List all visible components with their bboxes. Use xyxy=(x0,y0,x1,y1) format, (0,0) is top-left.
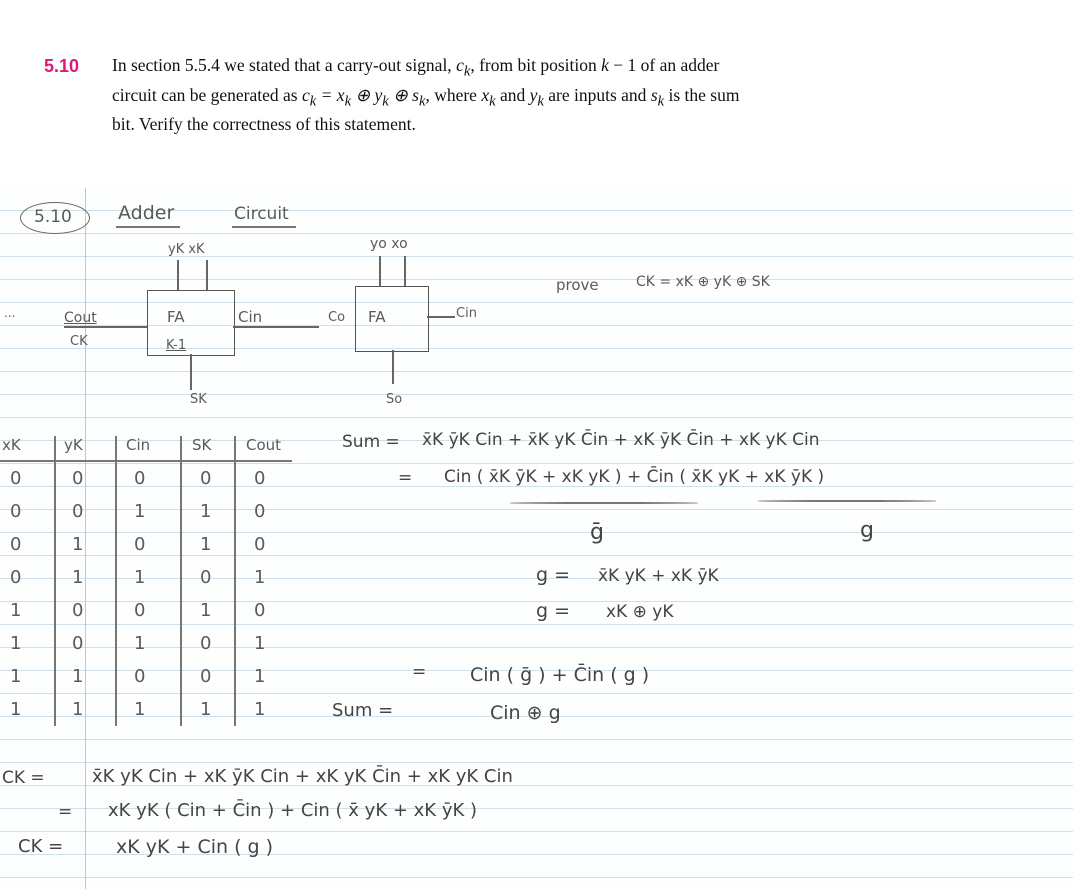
g-def-2-rhs: xK ⊕ yK xyxy=(606,602,674,622)
fa1-wire-y xyxy=(177,260,179,290)
fa1-label: FA xyxy=(167,308,185,326)
truth-table-cell: 0 xyxy=(200,666,212,687)
truth-table-header: Cin xyxy=(126,436,151,454)
truth-table-cell: 0 xyxy=(134,534,146,555)
truth-table-cell: 1 xyxy=(10,699,22,720)
full-adder-0 xyxy=(355,286,429,352)
fa1-sum-wire xyxy=(190,354,192,390)
truth-table-cell: 1 xyxy=(10,600,22,621)
truth-table-cell: 1 xyxy=(254,567,266,588)
ck-label: CK = xyxy=(2,768,45,788)
sum-label: Sum = xyxy=(342,432,400,452)
fa0-cin-wire xyxy=(427,316,455,318)
truth-table-cell: 1 xyxy=(72,666,84,687)
truth-table-cell: 0 xyxy=(254,534,266,555)
truth-table-cell: 0 xyxy=(72,600,84,621)
heading-adder: Adder xyxy=(118,202,175,224)
truth-table-cell: 1 xyxy=(200,699,212,720)
fa1-inputs: yK xK xyxy=(168,242,205,257)
truth-table-cell: 0 xyxy=(72,468,84,489)
truth-table-cell: 1 xyxy=(72,567,84,588)
truth-table-col-rule-3 xyxy=(180,436,182,726)
fa0-so: So xyxy=(386,392,403,407)
ck-line-1: x̄K yK Cin + xK ȳK Cin + xK yK C̄in + xK yK Cin xyxy=(92,766,513,787)
truth-table-col-rule-2 xyxy=(115,436,117,726)
notebook-paper xyxy=(0,188,1073,889)
prove-label: prove xyxy=(556,276,599,294)
truth-table-cell: 0 xyxy=(254,468,266,489)
truth-table-cell: 1 xyxy=(72,534,84,555)
truth-table-cell: 0 xyxy=(134,600,146,621)
prove-expression: CK = xK ⊕ yK ⊕ SK xyxy=(636,274,770,290)
left-dots: ... xyxy=(4,306,16,320)
truth-table-cell: 0 xyxy=(10,501,22,522)
truth-table-cell: 0 xyxy=(10,534,22,555)
fa1-wire-x xyxy=(206,260,208,290)
truth-table-cell: 0 xyxy=(10,468,22,489)
truth-table-cell: 0 xyxy=(200,468,212,489)
problem-line-2: circuit can be generated as $c_k = x_k$ ⊕ $y_k$ ⊕ $s_k$, where $x_k$ and $y_k$ are inputs and $s_k$ is the sum xyxy=(112,84,740,109)
truth-table-cell: 1 xyxy=(134,501,146,522)
truth-table-cell: 0 xyxy=(254,600,266,621)
truth-table-cell: 1 xyxy=(254,699,266,720)
fa0-label: FA xyxy=(368,308,386,326)
fa1-cin: Cin xyxy=(238,308,263,326)
g-def-2-lhs: g = xyxy=(536,600,571,622)
g-brace xyxy=(758,500,936,502)
truth-table-cell: 0 xyxy=(10,567,22,588)
sum-line-2: Cin ( x̄K ȳK + xK yK ) + C̄in ( x̄K yK + xK ȳK ) xyxy=(444,467,825,487)
truth-table-header: xK xyxy=(2,436,21,454)
ck-eq-2: = xyxy=(58,802,73,822)
fa0-co: Co xyxy=(328,310,346,325)
sum-eq-3: = xyxy=(412,662,427,682)
fa0-wire-x xyxy=(404,256,406,286)
truth-table-cell: 1 xyxy=(134,633,146,654)
heading-circuit: Circuit xyxy=(234,204,289,224)
truth-table-cell: 1 xyxy=(200,534,212,555)
fa0-sum-wire xyxy=(392,350,394,384)
fa1-sk: SK xyxy=(190,392,207,407)
truth-table-cell: 0 xyxy=(200,633,212,654)
heading-underline xyxy=(116,226,180,228)
truth-table-cell: 1 xyxy=(200,501,212,522)
truth-table-cell: 0 xyxy=(134,468,146,489)
truth-table-cell: 0 xyxy=(254,501,266,522)
fa1-cout-wire xyxy=(64,326,147,328)
problem-text xyxy=(112,54,812,136)
truth-table-header-rule xyxy=(0,460,292,462)
fa0-wire-y xyxy=(379,256,381,286)
problem-label: 5.10 xyxy=(34,207,72,227)
truth-table-cell: 1 xyxy=(254,633,266,654)
truth-table-col-rule-4 xyxy=(234,436,236,726)
truth-table-cell: 1 xyxy=(10,666,22,687)
fa0-cin: Cin xyxy=(456,306,477,321)
problem-line-3: bit. Verify the correctness of this statement. xyxy=(112,114,416,134)
fa1-ck: CK xyxy=(70,334,88,349)
truth-table-cell: 1 xyxy=(134,699,146,720)
heading-underline-2 xyxy=(232,226,296,228)
fa1-sub: K-1 xyxy=(166,338,187,353)
sum-line-3: Cin ( ḡ ) + C̄in ( g ) xyxy=(470,664,650,686)
sum-line-1: x̄K ȳK Cin + x̄K yK C̄in + xK ȳK C̄in + xK yK Cin xyxy=(422,430,820,450)
truth-table-cell: 0 xyxy=(134,666,146,687)
truth-table-cell: 1 xyxy=(10,633,22,654)
truth-table-cell: 1 xyxy=(200,600,212,621)
fa0-inputs: yo xo xyxy=(370,236,408,252)
truth-table-cell: 0 xyxy=(200,567,212,588)
g-def-1-lhs: g = xyxy=(536,564,571,586)
ck-final: xK yK + Cin ( g ) xyxy=(116,836,274,858)
truth-table-header: Cout xyxy=(246,436,282,454)
g-def-1-rhs: x̄K yK + xK ȳK xyxy=(598,566,719,586)
sum-eq-2: = xyxy=(398,468,413,488)
gbar-mark: ḡ xyxy=(590,520,604,545)
truth-table-header: SK xyxy=(192,436,212,454)
truth-table-cell: 1 xyxy=(72,699,84,720)
full-adder-k-1 xyxy=(147,290,235,356)
ck-final-label: CK = xyxy=(18,836,64,857)
g-mark: g xyxy=(860,518,874,543)
truth-table-cell: 0 xyxy=(72,633,84,654)
truth-table-header: yK xyxy=(64,436,83,454)
fa1-cout: Cout xyxy=(64,310,97,326)
truth-table-col-rule-1 xyxy=(54,436,56,726)
sum-final: Cin ⊕ g xyxy=(490,702,561,724)
fa1-cin-wire xyxy=(233,326,319,328)
gbar-brace xyxy=(510,502,698,504)
truth-table-cell: 0 xyxy=(72,501,84,522)
truth-table-cell: 1 xyxy=(134,567,146,588)
truth-table-cell: 1 xyxy=(254,666,266,687)
problem-number: 5.10 xyxy=(44,56,80,76)
problem-line-1: In section 5.5.4 we stated that a carry-out signal, $c_k$, from bit position k − 1 of an adder xyxy=(112,55,720,80)
ck-line-2: xK yK ( Cin + C̄in ) + Cin ( x̄ yK + xK ȳK ) xyxy=(108,800,478,821)
sum-final-label: Sum = xyxy=(332,700,394,721)
margin-line xyxy=(85,188,86,889)
